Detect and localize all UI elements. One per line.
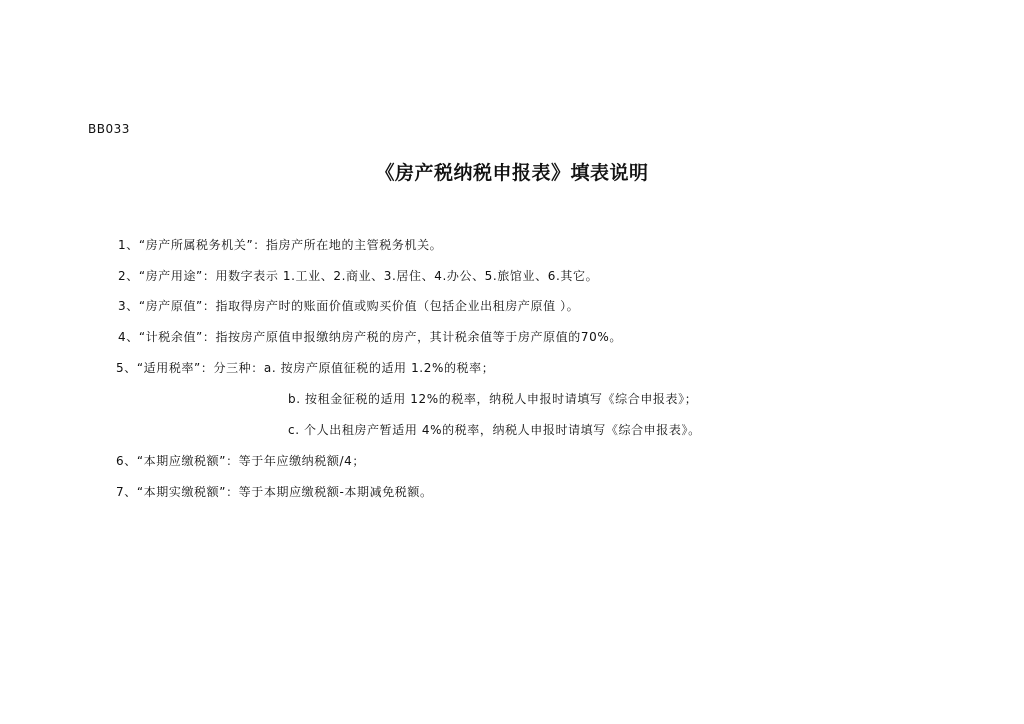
form-code: BB033 — [88, 122, 130, 136]
instruction-item-3: 3、“房产原值”：指取得房产时的账面价值或购买价值（包括企业出租房产原值 ）。 — [118, 299, 580, 313]
instruction-item-5c: c. 个人出租房产暂适用 4%的税率，纳税人申报时请填写《综合申报表》。 — [288, 423, 701, 437]
page-title: 《房产税纳税申报表》填表说明 — [375, 162, 649, 184]
instruction-item-5b: b. 按租金征税的适用 12%的税率，纳税人申报时请填写《综合申报表》； — [288, 392, 698, 406]
instruction-item-1: 1、“房产所属税务机关”：指房产所在地的主管税务机关。 — [118, 238, 443, 252]
instruction-item-2: 2、“房产用途”：用数字表示 1.工业、2.商业、3.居住、4.办公、5.旅馆业、6.其它。 — [118, 269, 599, 283]
instruction-item-6: 6、“本期应缴税额”：等于年应缴纳税额/4； — [116, 454, 365, 468]
instruction-item-5: 5、“适用税率”：分三种：a. 按房产原值征税的适用 1.2%的税率； — [116, 361, 495, 375]
instruction-item-4: 4、“计税余值”：指按房产原值申报缴纳房产税的房产，其计税余值等于房产原值的70%。 — [118, 330, 622, 344]
instruction-item-7: 7、“本期实缴税额”：等于本期应缴税额-本期减免税额。 — [116, 485, 433, 499]
